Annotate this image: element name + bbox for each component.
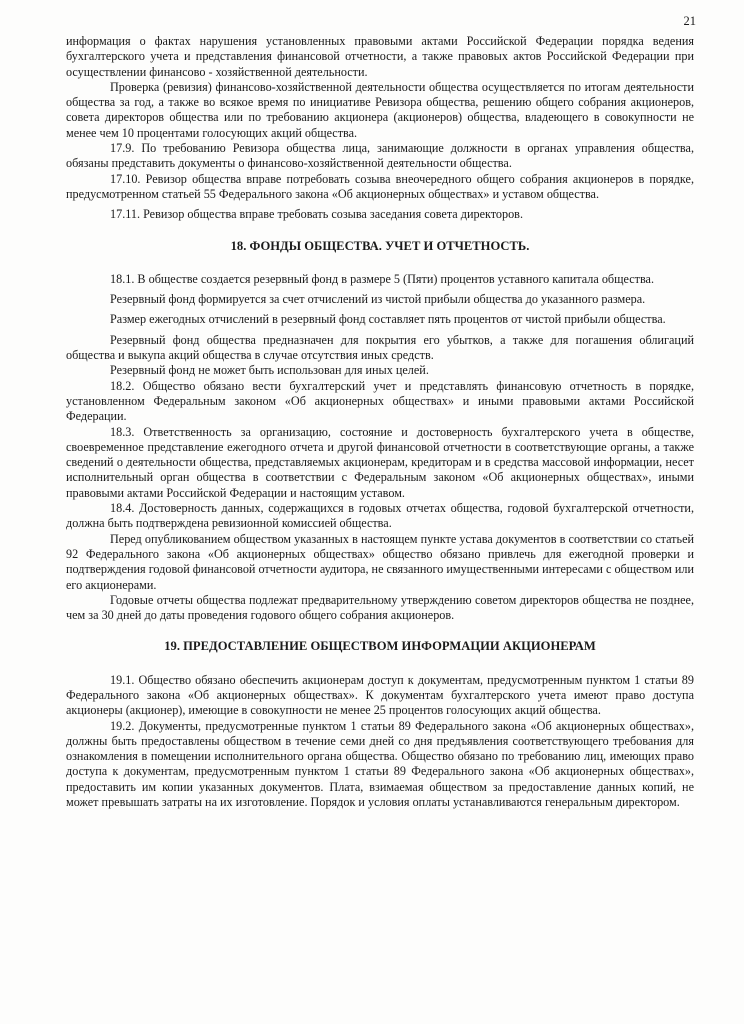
document-body	[66, 34, 694, 810]
paragraph: Годовые отчеты общества подлежат предварительному утверждению советом директоров общества не позднее, чем за 30 дней до даты проведения годового общего собрания акционеров.	[66, 592, 694, 623]
paragraph: 17.9. По требованию Ревизора общества лица, занимающие должности в органах управления общества, обязаны представить документы о финансово-хозяйственной деятельности общества.	[66, 141, 694, 171]
paragraph: 18.1. В обществе создается резервный фонд в размере 5 (Пяти) процентов уставного капитала общества.	[110, 271, 655, 286]
paragraph: Проверка (ревизия) финансово-хозяйственной деятельности общества осуществляется по итогам деятельности общества за год, а также во всякое время по инициативе Ревизора общества, решению общего собрания акционеров, совета директоров общества или по требованию акционера (акционеров) общества, владеющего в совокупности не менее чем 10 процентами голосующих акций общества.	[66, 79, 694, 140]
paragraph: 18.4. Достоверность данных, содержащихся в годовых отчетах общества, годовой бухгалтерской отчетности, должна быть подтверждена ревизионной комиссией общества.	[66, 501, 694, 531]
paragraph: Перед опубликованием обществом указанных в настоящем пункте устава документов в соответствии со статьей 92 Федерального закона «Об акционерных обществах» общество обязано привлечь для ежегодной проверки и подтверждения годовой финансовой отчетности аудитора, не связанного имущественными интересами с обществом или его акционерами.	[66, 531, 694, 592]
paragraph: Резервный фонд общества предназначен для покрытия его убытков, а также для погашения облигаций общества и выкупа акций общества в случае отсутствия иных средств.	[66, 332, 694, 363]
paragraph: 18.2. Общество обязано вести бухгалтерский учет и представлять финансовую отчетность в порядке, установленном Федеральным законом «Об акционерных обществах» и иными правовыми актами Российской Федерации.	[66, 378, 694, 424]
paragraph: информация о фактах нарушения установленных правовыми актами Российской Федерации порядка ведения бухгалтерского учета и представления финансовой отчетности, а также правовых актов Российской Федерации при осуществлении финансово - хозяйственной деятельности.	[66, 34, 694, 79]
section-heading: 18. ФОНДЫ ОБЩЕСТВА. УЧЕТ И ОТЧЕТНОСТЬ.	[230, 238, 530, 253]
paragraph: Размер ежегодных отчислений в резервный фонд составляет пять процентов от чистой прибыли общества.	[110, 312, 666, 327]
paragraph: Резервный фонд формируется за счет отчислений из чистой прибыли общества до указанного размера.	[110, 292, 646, 307]
paragraph: 18.3. Ответственность за организацию, состояние и достоверность бухгалтерского учета в обществе, своевременное представление ежегодного отчета и другой финансовой отчетности в соответствующие органы, а также сведений о деятельности общества, представляемых акционерам, кредиторам и в средства массовой информации, несет исполнительный орган общества в соответствии с Федеральным законом «Об акционерных обществах», иными правовыми актами Российской Федерации и настоящим уставом.	[66, 424, 694, 500]
paragraph: 17.10. Ревизор общества вправе потребовать созыва внеочередного общего собрания акционеров в порядке, предусмотренном статьей 55 Федерального закона «Об акционерных обществах» и уставом общества.	[66, 171, 694, 201]
paragraph: 19.2. Документы, предусмотренные пунктом 1 статьи 89 Федерального закона «Об акционерных обществах», должны быть предоставлены обществом в течение семи дней со дня предъявления соответствующего требования для ознакомления в помещении исполнительного органа общества. Общество обязано по требованию лиц, имеющих право доступа к документам, предусмотренным пунктом 1 статьи 89 Федерального закона «Об акционерных обществах», предоставить им копии указанных документов. Плата, взимаемая обществом за предоставление данных копий, не может превышать затраты на их изготовление. Порядок и условия оплаты устанавливаются генеральным директором.	[66, 718, 694, 810]
paragraph: 17.11. Ревизор общества вправе требовать созыва заседания совета директоров.	[110, 207, 523, 222]
paragraph: 19.1. Общество обязано обеспечить акционерам доступ к документам, предусмотренным пунктом 1 статьи 89 Федерального закона «Об акционерных обществах». К документам бухгалтерского учета имеют право доступа акционеры (акционер), имеющие в совокупности не менее 25 процентов голосующих акций общества.	[66, 672, 694, 718]
paragraph: Резервный фонд не может быть использован для иных целей.	[110, 363, 429, 378]
page-number: 21	[683, 14, 696, 28]
section-heading: 19. ПРЕДОСТАВЛЕНИЕ ОБЩЕСТВОМ ИНФОРМАЦИИ АКЦИОНЕРАМ	[164, 639, 596, 654]
